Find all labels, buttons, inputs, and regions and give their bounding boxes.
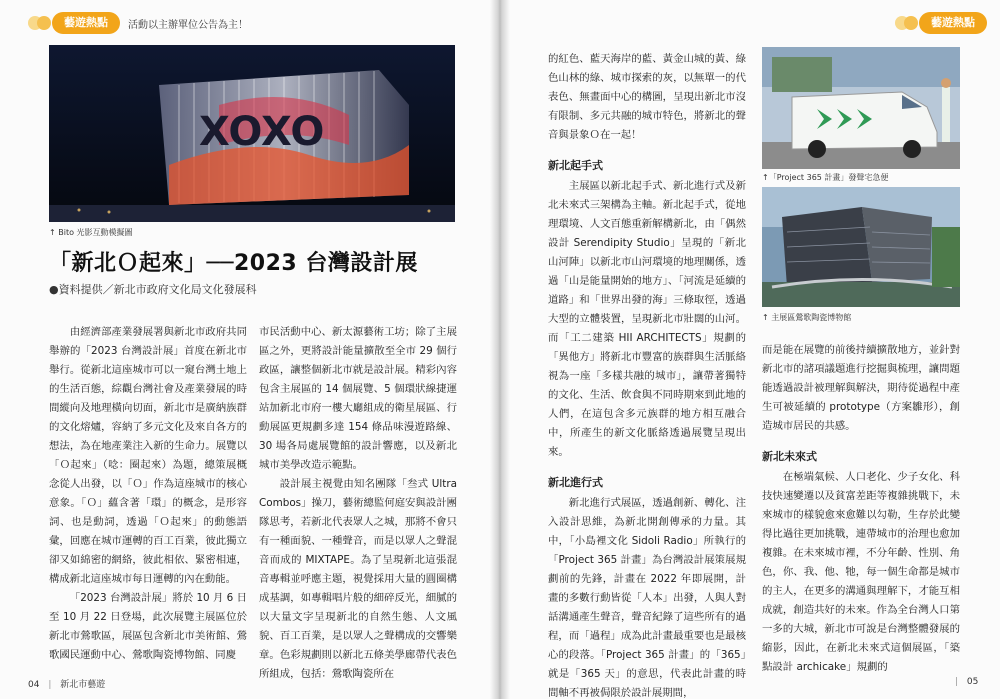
photo-caption-van: ↑「Project 365 計畫」發聲宅急便: [762, 173, 889, 182]
paragraph: 設計展主視覺由知名團隊「叁式 Ultra Combos」操刀，藝術總監何庭安與設計團隊思考，若新北代表眾人之城，那將不會只有一種面貌、一種聲音，而是以眾人之聲混音而成的 MIXTAPE。為了呈現新北這張混音專輯並呼應主題，視覺採用大量的圓圈構成基調，如專輯唱片般的細碎反光，細膩的以大量文字呈現新北的自然生態、人文風貌、百工百業，是以眾人之聲構成的交響樂章。色彩規劃則以新北五條美學廊帶代表色所組成，包括：鶯歌陶瓷所在: [259, 478, 457, 680]
bito-illustration: [49, 45, 455, 222]
header-dots: [895, 16, 918, 30]
header-dots: [28, 16, 51, 30]
section-heading: 新北未來式: [762, 450, 817, 463]
dot-mid: [904, 16, 918, 30]
section-heading: 新北起手式: [548, 159, 603, 172]
spine-gutter: [490, 0, 510, 699]
section-tag: 藝遊熱點: [919, 12, 987, 34]
left-page: [0, 0, 497, 699]
paragraph: 而是能在展覽的前後持續擴散地方，並針對新北市的諸項議題進行挖掘與梳理，讓問題能透過設計被理解與解決，期待從過程中產生可被延續的 prototype（方案雛形），創造城市居民的共感。: [762, 344, 960, 432]
van-illustration: [762, 47, 960, 169]
paragraph: 的紅色、藍天海岸的藍、黃金山城的黃、綠色山林的綠、城市探索的灰，以無單一的代表色、無畫面中心的構圖，呈現出新北市沒有限制、多元共融的城市特色，將新北的聲音與景象Ｏ在一起！: [548, 53, 746, 141]
paragraph: 在極端氣候、人口老化、少子女化、科技快速變遷以及貧富差距等複雜挑戰下，未來城市的樣貌愈來愈難以勾勒，生存於此變得比過往更加挑戰，連帶城市的治理也愈加複雜。在未來城市裡，不分年齡、性別、角色，你、我、他、牠，每一個生命都是城市的主人，在更多的溝通與理解下，才能互相成就，創造共好的未來。作為全台灣人口第一多的大城，新北市可說是台灣整體發展的縮影，因此，在新北未來式這個展區，「築點設計 archicake」規劃的: [762, 471, 960, 673]
paragraph: 由經濟部產業發展署與新北市政府共同舉辦的「2023 台灣設計展」首度在新北市舉行。從新北這座城市可以一窺台灣土地上的生活百態，綜觀台灣社會及產業發展的時間縱向及地理橫向切面，新北市是廣納族群的文化熔爐，容納了多元文化及來自各方的想法，為在地產業注入新的生命力。展覽以「Ｏ起來」（唸：圈起來）為題，總策展概念從人出發，以「Ｏ」作為這座城市的核心意象。「Ｏ」蘊含著「環」的概念，是形容詞、也是動詞，透過「Ｏ起來」的動態語彙，回應在城市運轉的百工百業，彼此獨立卻又如綿密的網絡，彼此相依、緊密相連，構成新北這座城市每日運轉的內在動能。: [49, 326, 247, 585]
museum-illustration: [762, 187, 960, 307]
paragraph: 主展區以新北起手式、新北進行式及新北未來式三架構為主軸。新北起手式，從地理環境、人文百態重新解構新北，由「偶然設計 Serendipity Studio」呈現的「新北山河陣」以新北市山河環境的地理關係，透過「山是能量開始的地方」、「河流是延續的道路」和「世界出發的海」三條取徑，透過大型的立體裝置，呈現新北市壯闊的山河。而「工二建築 HII ARCHITECTS」規劃的「異他方」將新北市豐富的族群與生活脈絡視為一座「多樣共融的城市」，讓帶著獨特的文化、生活、飲食與不同時期來到此地的人們，在這包含多元族群的地方相互融合中，所產生的新文化脈絡透過展覽呈現出來。: [548, 180, 746, 458]
page-number: 05: [966, 677, 979, 687]
article-credit: ●資料提供／新北市政府文化局文化發展科: [49, 283, 257, 296]
photo-caption-bito: ↑ Bito 光影互動模擬圖: [49, 228, 133, 237]
magazine-name: 新北市藝遊: [60, 680, 106, 690]
right-column-1: [548, 50, 746, 699]
dot-mid: [37, 16, 51, 30]
page-number: 04: [28, 680, 40, 690]
right-column-2: [762, 341, 960, 677]
paragraph: 市民活動中心、新太源藝術工坊；除了主展區之外，更將設計能量擴散至全市 29 個行政區，讓整個新北市就是設計展。精彩內容包含主展區的 14 個展覽、5 個環狀線捷運站加新北市府一樓大廳組成的衛星展區、行動展區更規劃多達 154 條品味漫遊路線、30 場各局處展覽館的設計響應，以及新北城市美學改造示範點。: [259, 326, 457, 471]
left-column-1: [49, 323, 247, 665]
section-tag: 藝遊熱點: [52, 12, 120, 34]
paragraph: 「2023 台灣設計展」將於 10 月 6 日至 10 月 22 日登場，此次展覽主展區位於新北市鶯歌區，展區包含新北市美術館、鶯歌國民運動中心、鶯歌陶瓷博物館、同慶: [49, 592, 247, 661]
xoxo-text: XOXO: [199, 109, 325, 155]
paragraph: 新北進行式展區，透過創新、轉化、注入設計思維，為新北開創傳承的力量。其中，「小島裡文化 Sidoli Radio」所執行的「Project 365 計畫」為台灣設計展策展規劃前的先鋒，計畫在 2022 年即展開，計畫的多數行動皆從「人本」出發，人與人對話溝通產生聲音，聲音紀錄了這些所有的過程，而「過程」成為此計畫最重要也是最核心的段落。「Project 365 計畫」的「365」就是「365 天」的意思，代表此計畫的時間軸不再被侷限於設計展期間，: [548, 497, 746, 699]
folio-left: 04 | 新北市藝遊: [28, 680, 106, 690]
delivery-van-photo: [762, 47, 960, 169]
museum-photo: [762, 187, 960, 307]
right-page: [503, 0, 1000, 699]
header-note: 活動以主辦單位公告為主！: [128, 20, 248, 31]
folio-right: | 05: [955, 677, 979, 687]
bito-photo: [49, 45, 455, 222]
article-title: 「新北Ｏ起來」──2023 台灣設計展: [49, 251, 418, 276]
section-heading: 新北進行式: [548, 476, 603, 489]
photo-caption-museum: ↑ 主展區鶯歌陶瓷博物館: [762, 313, 852, 322]
left-column-2: [259, 323, 457, 684]
